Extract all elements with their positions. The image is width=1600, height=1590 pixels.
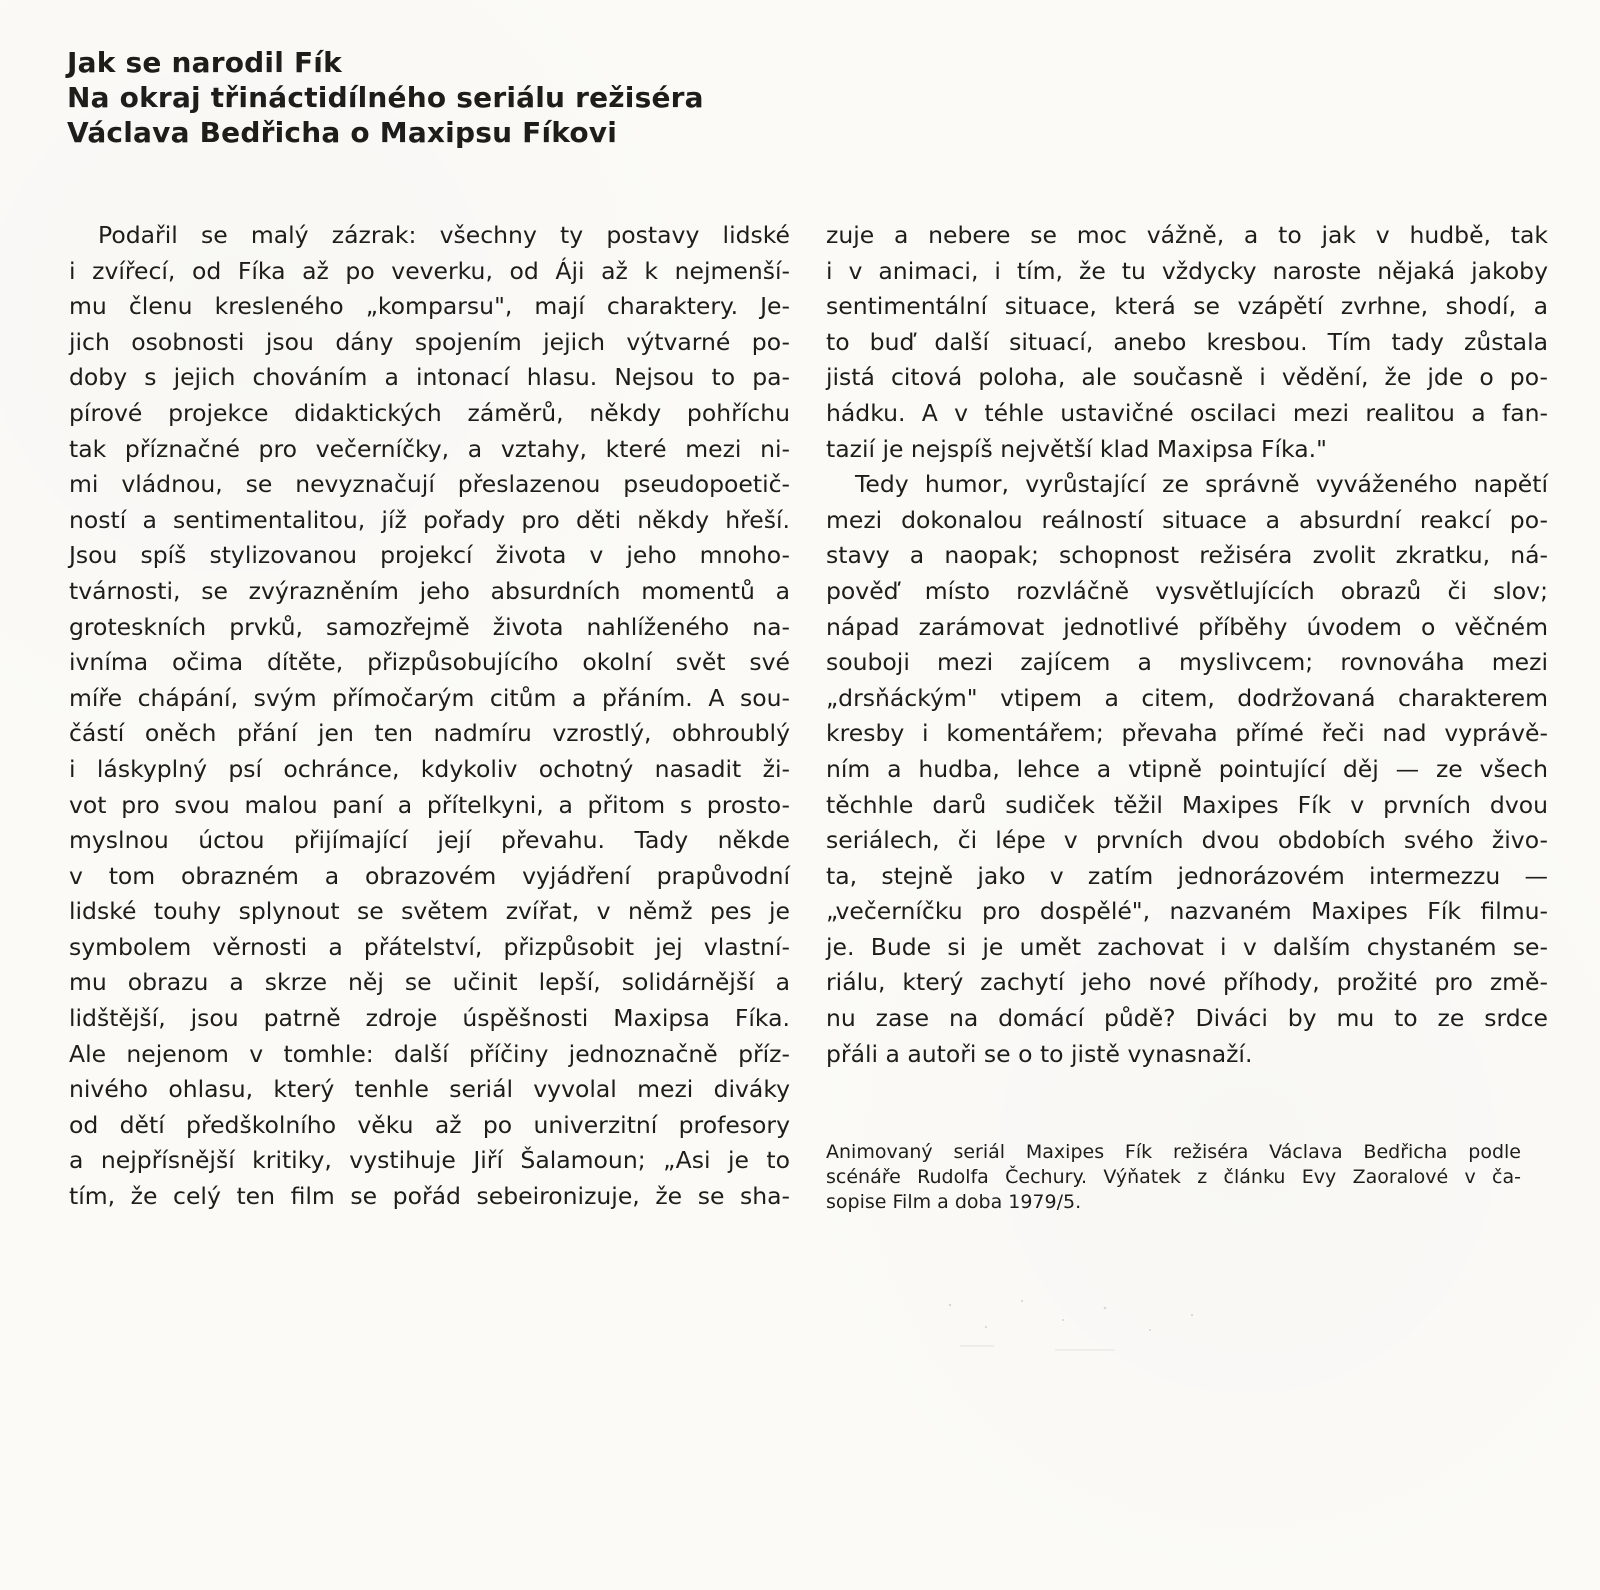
left-line: tím, že celý ten film se pořád sebeironizuje, že se sha- [69, 1182, 790, 1211]
caption [826, 1140, 1521, 1215]
right-line: přáli a autoři se o to jistě vynasnaží. [826, 1039, 1253, 1068]
title-line-3: Václava Bedřicha o Maxipsu Fíkovi [67, 116, 618, 149]
left-line: nivého ohlasu, který tenhle seriál vyvolal mezi diváky [69, 1075, 790, 1104]
right-line: to buď další situací, anebo kresbou. Tím tady zůstala [826, 327, 1548, 356]
right-line: hádku. A v téhle ustavičné oscilaci mezi realitou a fan- [826, 398, 1548, 427]
left-line: a nejpřísnější kritiky, vystihuje Jiří Šalamoun; „Asi je to [69, 1146, 790, 1175]
caption-line: scénáře Rudolfa Čechury. Výňatek z článku Evy Zaoralové v ča- [826, 1166, 1521, 1188]
left-line: i zvířecí, od Fíka až po veverku, od Áji až k nejmenší- [69, 256, 790, 285]
right-line: tazií je nejspíš největší klad Maxipsa Fíka." [826, 434, 1327, 463]
right-line: „večerníčku pro dospělé", nazvaném Maxipes Fík filmu- [826, 897, 1548, 926]
right-line: seriálech, či lépe v prvních dvou obdobích svého živo- [826, 826, 1548, 855]
left-line: od dětí předškolního věku až po univerzitní profesory [69, 1110, 790, 1139]
title-line-2: Na okraj třináctidílného seriálu režiséra [67, 81, 704, 114]
right-line: i v animaci, i tím, že tu vždycky naroste nějaká jakoby [826, 256, 1548, 285]
right-line: Tedy humor, vyrůstající ze správně vyváženého napětí [855, 470, 1548, 499]
left-line: lidštější, jsou patrně zdroje úspěšnosti Maxipsa Fíka. [69, 1004, 790, 1033]
right-line: těchhle darů sudiček těžil Maxipes Fík v prvních dvou [826, 790, 1548, 819]
caption-line: sopise Film a doba 1979/5. [826, 1191, 1082, 1213]
left-line: Podařil se malý zázrak: všechny ty postavy lidské [98, 221, 790, 249]
right-line: jistá citová poloha, ale současně i vědění, že jde o po- [826, 363, 1548, 392]
right-column-text [826, 218, 1548, 1072]
article-title [67, 45, 767, 150]
right-line: ta, stejně jako v zatím jednorázovém intermezzu — [826, 861, 1548, 890]
right-line: stavy a naopak; schopnost režiséra zvolit zkratku, ná- [826, 541, 1548, 570]
left-line: vot pro svou malou paní a přítelkyni, a přitom s prosto- [69, 790, 790, 819]
left-line: i láskyplný psí ochránce, kdykoliv ochotný nasadit ži- [69, 754, 790, 783]
left-line: ivníma očima dítěte, přizpůsobujícího okolní svět své [69, 648, 790, 677]
left-line: tak příznačné pro večerníčky, a vztahy, které mezi ni- [69, 434, 790, 463]
left-line: mu obrazu a skrze něj se učinit lepší, solidárnější a [69, 968, 790, 997]
right-line: mezi dokonalou reálností situace a absurdní reakcí po- [826, 505, 1548, 534]
left-line: Jsou spíš stylizovanou projekcí života v jeho mnoho- [69, 541, 790, 570]
left-line: mu členu kresleného „komparsu", mají charaktery. Je- [69, 292, 790, 321]
right-line: „drsňáckým" vtipem a citem, dodržovaná charakterem [826, 683, 1548, 712]
left-line: myslnou úctou přijímající její převahu. Tady někde [69, 826, 790, 855]
right-line: je. Bude si je umět zachovat i v dalším chystaném se- [826, 932, 1548, 961]
right-line: nu zase na domácí půdě? Diváci by mu to ze srdce [826, 1004, 1548, 1033]
left-line: míře chápání, svým přímočarým citům a přáním. A sou- [69, 683, 790, 712]
left-line: tvárnosti, se zvýrazněním jeho absurdních momentů a [69, 576, 790, 605]
left-line: pírové projekce didaktických záměrů, někdy pohříchu [69, 398, 790, 427]
title-line-1: Jak se narodil Fík [67, 46, 342, 79]
right-line: nápad zarámovat jednotlivé příběhy úvodem o věčném [826, 612, 1548, 641]
left-line: symbolem věrnosti a přátelství, přizpůsobit jej vlastní- [69, 932, 790, 961]
left-line: ností a sentimentalitou, jíž pořady pro děti někdy hřeší. [69, 505, 790, 534]
caption-line: Animovaný seriál Maxipes Fík režiséra Václava Bedřicha podle [826, 1141, 1521, 1163]
left-line: mi vládnou, se nevyznačují přeslazenou pseudopoetič- [69, 470, 790, 499]
left-line: lidské touhy splynout se světem zvířat, v němž pes je [69, 897, 790, 926]
left-line: groteskních prvků, samozřejmě života nahlíženého na- [69, 612, 790, 641]
paper-specks [930, 1275, 1250, 1375]
right-line: pověď místo rozvláčně vysvětlujících obrazů či slov; [826, 576, 1548, 605]
left-line: Ale nejenom v tomhle: další příčiny jednoznačně příz- [69, 1039, 790, 1068]
right-line: kresby i komentářem; převaha přímé řeči nad vyprávě- [826, 719, 1548, 748]
left-line: jich osobnosti jsou dány spojením jejich výtvarné po- [69, 327, 790, 356]
left-line: částí oněch přání jen ten nadmíru vzrostlý, obhroublý [69, 719, 790, 748]
left-column-text [69, 218, 790, 1215]
right-line: zuje a nebere se moc vážně, a to jak v hudbě, tak [826, 221, 1548, 249]
right-line: ním a hudba, lehce a vtipně pointující děj — ze všech [826, 754, 1548, 783]
left-line: v tom obrazném a obrazovém vyjádření prapůvodní [69, 861, 790, 890]
right-line: riálu, který zachytí jeho nové příhody, prožité pro změ- [826, 968, 1548, 997]
right-line: sentimentální situace, která se vzápětí zvrhne, shodí, a [826, 292, 1548, 321]
right-line: souboji mezi zajícem a myslivcem; rovnováha mezi [826, 648, 1548, 677]
left-line: doby s jejich chováním a intonací hlasu. Nejsou to pa- [69, 363, 790, 392]
